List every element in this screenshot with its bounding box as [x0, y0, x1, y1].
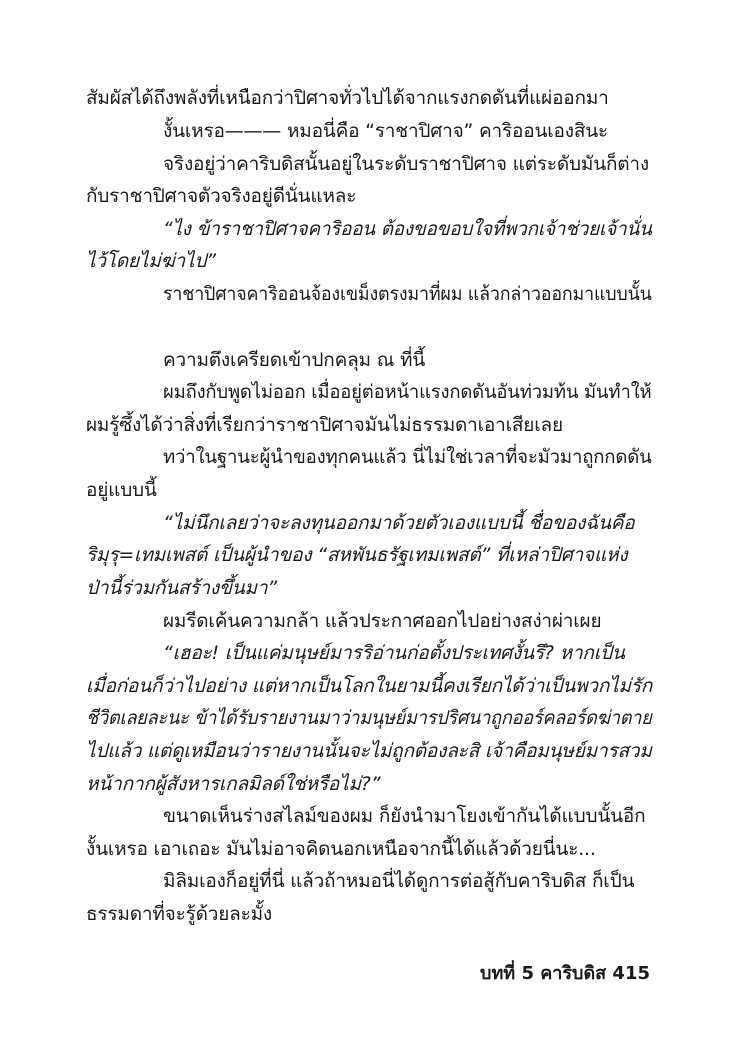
dialogue-line-21: หน้ากากผู้สังหารเกลมิลด์ใช่หรือไม่?”	[86, 773, 381, 795]
dialogue-line-19: ชีวิตเลยละนะ ข้าได้รับรายงานมาว่ามนุษย์มารปริศนาถูกออร์คลอร์ดฆ่าตาย	[86, 707, 652, 729]
dialogue-line-13: “ไม่นึกเลยว่าจะลงทุนออกมาด้วยตัวเองแบบนี้ ชื่อของฉันคือ	[163, 512, 635, 534]
dialogue-line-5: “ไง ข้าราชาปิศาจคาริออน ต้องขอขอบใจที่พวกเจ้าช่วยเจ้านั่น	[163, 218, 652, 240]
text-line-8: ความตึงเครียดเข้าปกคลุม ณ ที่นี้	[163, 349, 426, 371]
text-line-22: ขนาดเห็นร่างสไลม์ของผม ก็ยังนำมาโยงเข้ากันได้แบบนั้นอีก	[163, 805, 646, 827]
text-line-2: งั้นเหรอ——— หมอนี่คือ “ราชาปิศาจ” คาริออนเองสินะ	[163, 120, 609, 142]
text-line-3: จริงอยู่ว่าคาริบดิสนั้นอยู่ในระดับราชาปิศาจ แต่ระดับมันก็ต่าง	[163, 153, 649, 175]
dialogue-line-14: ริมุรุ=เทมเพสต์ เป็นผู้นำของ “สหพันธรัฐเทมเพสต์” ที่เหล่าปิศาจแห่ง	[86, 544, 628, 566]
text-line-16: ผมรีดเค้นความกล้า แล้วประกาศออกไปอย่างสง่าผ่าเผย	[163, 610, 602, 632]
text-line-24: มิลิมเองก็อยู่ที่นี่ แล้วถ้าหมอนี่ได้ดูการต่อสู้กับคาริบดิส ก็เป็น	[163, 870, 635, 892]
text-line-12: อยู่แบบนี้	[86, 479, 157, 501]
page-footer: บทที่ 5 คาริบดิส 415	[480, 963, 650, 984]
dialogue-line-17: “เฮอะ! เป็นแค่มนุษย์มารริอ่านก่อตั้งประเทศงั้นรึ? หากเป็น	[163, 642, 625, 664]
text-line-10: ผมรู้ซึ้งได้ว่าสิ่งที่เรียกว่าราชาปิศาจมันไม่ธรรมดาเอาเสียเลย	[86, 414, 563, 436]
text-line-23: งั้นเหรอ เอาเถอะ มันไม่อาจคิดนอกเหนือจากนี้ได้แล้วด้วยนี่นะ...	[86, 838, 596, 860]
text-line-4: กับราชาปิศาจตัวจริงอยู่ดีนั่นแหละ	[86, 185, 357, 207]
dialogue-line-18: เมื่อก่อนก็ว่าไปอย่าง แต่หากเป็นโลกในยามนี้คงเรียกได้ว่าเป็นพวกไม่รัก	[86, 675, 653, 697]
dialogue-line-20: ไปแล้ว แต่ดูเหมือนว่ารายงานนั้นจะไม่ถูกต้องละสิ เจ้าคือมนุษย์มารสวม	[86, 740, 652, 762]
text-line-1: สัมผัสได้ถึงพลังที่เหนือกว่าปิศาจทั่วไปได้จากแรงกดดันที่แผ่ออกมา	[86, 87, 609, 109]
dialogue-line-6: ไว้โดยไม่ฆ่าไป”	[86, 250, 216, 272]
text-line-11: ทว่าในฐานะผู้นำของทุกคนแล้ว นี่ไม่ใช่เวลาที่จะมัวมาถูกกดดัน	[163, 446, 652, 468]
text-line-25: ธรรมดาที่จะรู้ด้วยละมั้ง	[86, 903, 272, 925]
text-line-7: ราชาปิศาจคาริออนจ้องเขม็งตรงมาที่ผม แล้วกล่าวออกมาแบบนั้น	[163, 283, 652, 305]
text-line-9: ผมถึงกับพูดไม่ออก เมื่ออยู่ต่อหน้าแรงกดดันอันท่วมท้น มันทำให้	[163, 381, 652, 403]
dialogue-line-15: ป่านี้ร่วมกันสร้างขึ้นมา”	[86, 577, 277, 599]
